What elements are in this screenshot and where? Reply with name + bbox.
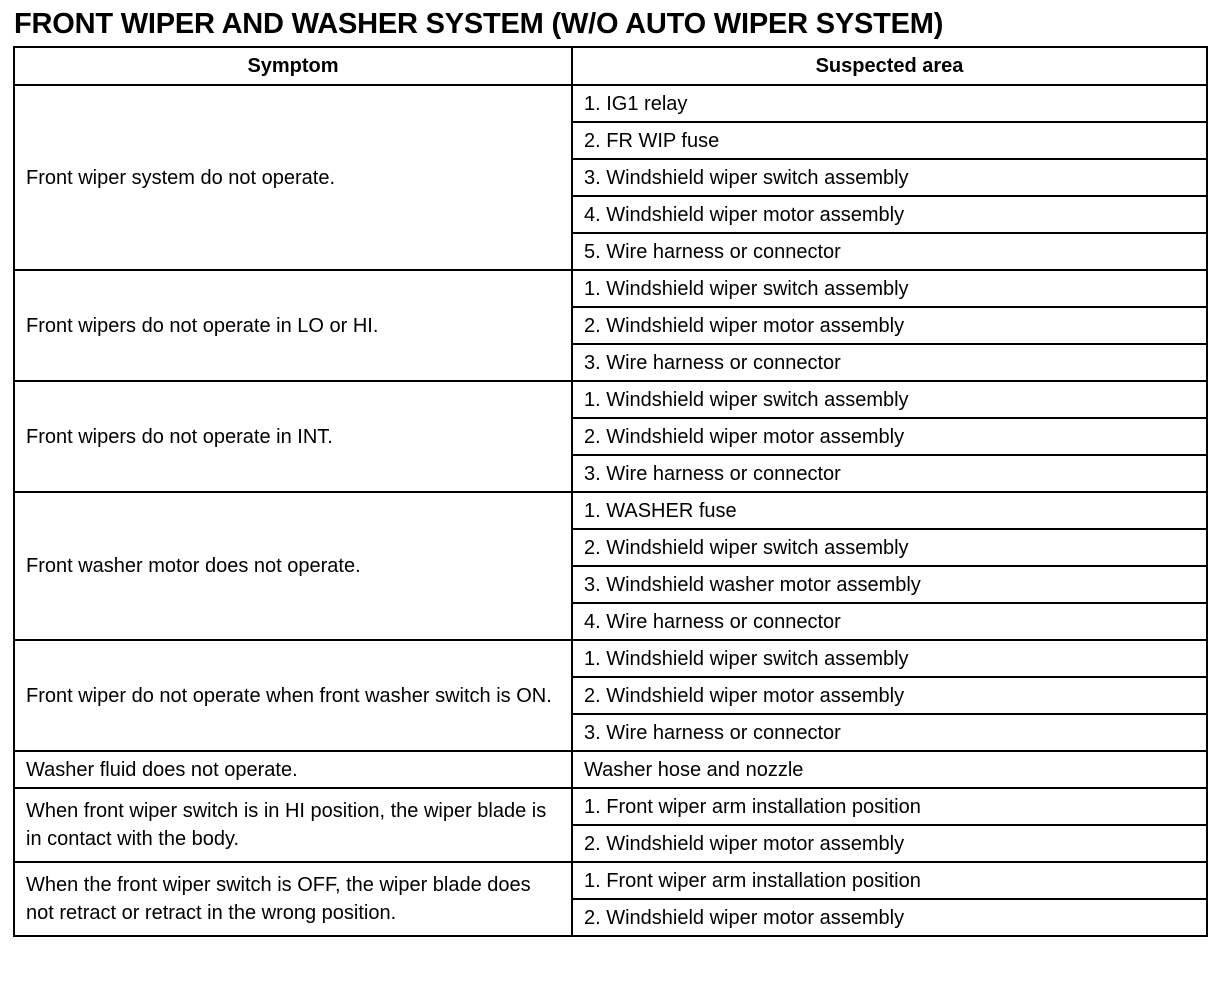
suspected-area-cell: 1. Front wiper arm installation position bbox=[572, 788, 1207, 825]
suspected-area-cell: 3. Windshield washer motor assembly bbox=[572, 566, 1207, 603]
suspected-area-cell: 3. Wire harness or connector bbox=[572, 344, 1207, 381]
table-row bbox=[14, 788, 1207, 825]
suspected-area-cell: 2. Windshield wiper motor assembly bbox=[572, 418, 1207, 455]
suspected-area-cell: 2. Windshield wiper motor assembly bbox=[572, 825, 1207, 862]
column-header-symptom: Symptom bbox=[14, 47, 572, 85]
table-row bbox=[14, 381, 1207, 418]
problem-symptoms-table bbox=[13, 46, 1208, 937]
suspected-area-cell: 1. Front wiper arm installation position bbox=[572, 862, 1207, 899]
suspected-area-cell: Washer hose and nozzle bbox=[572, 751, 1207, 788]
symptom-cell: Washer fluid does not operate. bbox=[14, 751, 572, 788]
table-row bbox=[14, 270, 1207, 307]
suspected-area-cell: 5. Wire harness or connector bbox=[572, 233, 1207, 270]
suspected-area-cell: 1. WASHER fuse bbox=[572, 492, 1207, 529]
suspected-area-cell: 3. Windshield wiper switch assembly bbox=[572, 159, 1207, 196]
suspected-area-cell: 3. Wire harness or connector bbox=[572, 455, 1207, 492]
symptom-cell: When the front wiper switch is OFF, the wiper blade does not retract or retract in the wrong position. bbox=[14, 862, 572, 936]
suspected-area-cell: 2. Windshield wiper motor assembly bbox=[572, 899, 1207, 936]
suspected-area-cell: 4. Windshield wiper motor assembly bbox=[572, 196, 1207, 233]
symptom-cell: Front wipers do not operate in LO or HI. bbox=[14, 270, 572, 381]
symptom-cell: Front wiper system do not operate. bbox=[14, 85, 572, 270]
table-row bbox=[14, 640, 1207, 677]
suspected-area-cell: 3. Wire harness or connector bbox=[572, 714, 1207, 751]
suspected-area-cell: 4. Wire harness or connector bbox=[572, 603, 1207, 640]
suspected-area-cell: 1. Windshield wiper switch assembly bbox=[572, 381, 1207, 418]
table-body bbox=[14, 85, 1207, 936]
suspected-area-cell: 2. Windshield wiper motor assembly bbox=[572, 677, 1207, 714]
table-row bbox=[14, 492, 1207, 529]
symptom-cell: When front wiper switch is in HI position, the wiper blade is in contact with the body. bbox=[14, 788, 572, 862]
suspected-area-cell: 2. FR WIP fuse bbox=[572, 122, 1207, 159]
suspected-area-cell: 1. IG1 relay bbox=[572, 85, 1207, 122]
suspected-area-cell: 1. Windshield wiper switch assembly bbox=[572, 640, 1207, 677]
table-row bbox=[14, 862, 1207, 899]
suspected-area-cell: 2. Windshield wiper switch assembly bbox=[572, 529, 1207, 566]
table-row bbox=[14, 751, 1207, 788]
symptom-cell: Front wipers do not operate in INT. bbox=[14, 381, 572, 492]
suspected-area-cell: 1. Windshield wiper switch assembly bbox=[572, 270, 1207, 307]
table-row bbox=[14, 85, 1207, 122]
symptom-cell: Front wiper do not operate when front washer switch is ON. bbox=[14, 640, 572, 751]
symptom-cell: Front washer motor does not operate. bbox=[14, 492, 572, 640]
table-header-row bbox=[14, 47, 1207, 85]
page-title: FRONT WIPER AND WASHER SYSTEM (W/O AUTO WIPER SYSTEM) bbox=[14, 8, 944, 40]
column-header-suspected-area: Suspected area bbox=[572, 47, 1207, 85]
suspected-area-cell: 2. Windshield wiper motor assembly bbox=[572, 307, 1207, 344]
